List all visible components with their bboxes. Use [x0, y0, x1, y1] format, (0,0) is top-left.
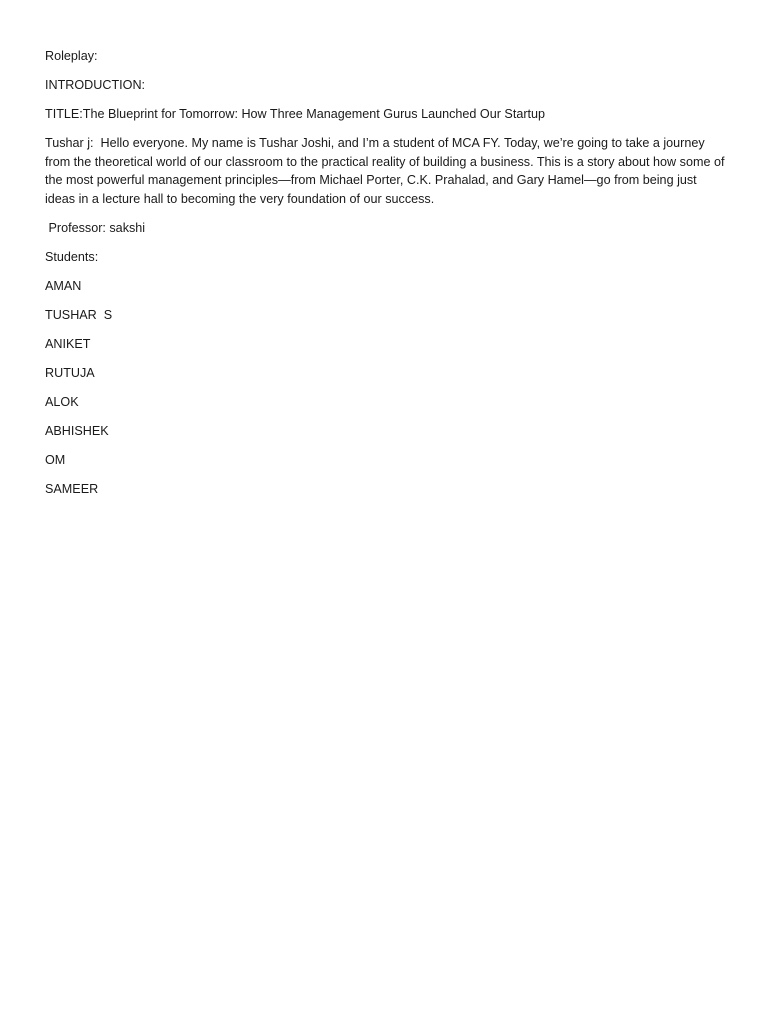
- professor-line: Professor: sakshi: [45, 221, 146, 236]
- introduction-heading: INTRODUCTION:: [45, 78, 146, 92]
- student-name: SAMEER: [45, 482, 99, 497]
- student-name: AMAN: [45, 279, 82, 294]
- student-name: ALOK: [45, 395, 79, 410]
- intro-paragraph: Tushar j: Hello everyone. My name is Tushar Joshi, and I’m a student of MCA FY. Today, we’re going to take a journey from the theoretical world of our classroom to the practical reality of building a business. This is a story about how some of the most powerful management principles—from Michael Porter, C.K. Prahalad, and Gary Hamel—go from being just ideas in a lecture hall to becoming the very foundation of our success.: [45, 136, 728, 207]
- student-name: OM: [45, 453, 66, 468]
- title-line: TITLE:The Blueprint for Tomorrow: How Three Management Gurus Launched Our Startup: [45, 107, 546, 121]
- student-name: ANIKET: [45, 337, 91, 352]
- student-name: TUSHAR S: [45, 308, 113, 323]
- student-name: RUTUJA: [45, 366, 95, 381]
- students-label: Students:: [45, 250, 99, 265]
- roleplay-label: Roleplay:: [45, 49, 98, 63]
- document-body: [45, 47, 728, 509]
- student-name: ABHISHEK: [45, 424, 109, 439]
